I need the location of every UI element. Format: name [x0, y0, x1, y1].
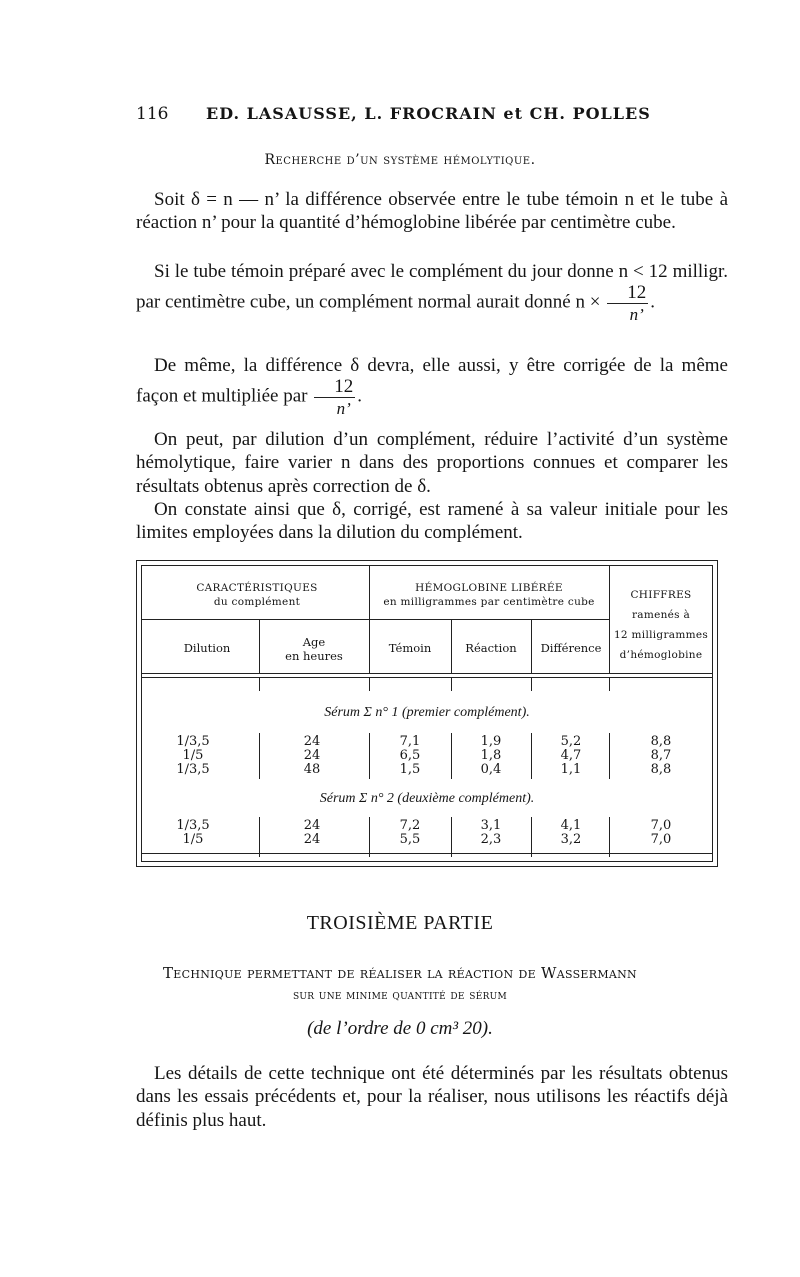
rule-v-age-low [259, 677, 260, 691]
rule-v-hemoglobine [369, 566, 370, 673]
rule-v-difference-low [531, 677, 532, 691]
column-age-line2: en heures [285, 649, 343, 663]
table-cell: 1,8 [480, 748, 502, 763]
header-caracteristiques-line2: du complément [213, 596, 301, 608]
fraction-12-over-n-2 [314, 377, 355, 417]
table-cell: 1/5 [182, 832, 204, 847]
section-title: Recherche d’un système hémolytique. [264, 152, 536, 168]
header-hemoglobine-line1: HÉMOGLOBINE LIBÉRÉE [415, 582, 563, 594]
paragraph-delta: De même, la différence δ devra, elle aussi, y être corrigée de la même façon et multipliée par $\frac{12}{n’}$ . [136, 355, 728, 419]
column-dilution: Dilution [183, 641, 231, 655]
column-age [259, 635, 369, 663]
table-cell: 24 [303, 748, 321, 763]
part-subtitle-line3: (de l’ordre de 0 cm³ 20). [307, 1018, 493, 1039]
table-cell: 1/3,5 [176, 734, 210, 749]
table-cell: 7,0 [650, 832, 672, 847]
table-cell: 5,2 [560, 734, 582, 749]
rule-header-bottom [142, 673, 712, 674]
fraction-denominator: n’ [336, 399, 351, 419]
header-hemoglobine-line2: en milligrammes par centimètre cube [383, 596, 595, 608]
table-cell: 3,2 [560, 832, 582, 847]
header-caracteristiques-line1: CARACTÉRISTIQUES [196, 582, 318, 594]
paragraph-correction-text: Si le tube témoin préparé avec le complément du jour donne n < 12 milligr. par centimètre cube, un complément normal aurait donné n × [136, 261, 728, 313]
header-chiffres-line3: 12 milligrammes [613, 629, 709, 641]
header-chiffres-line2: ramenés à [631, 609, 691, 621]
rule-v-difference [531, 619, 532, 673]
table-cell: 1/3,5 [176, 762, 210, 777]
table-cell: 48 [303, 762, 321, 777]
rule-v-chiffres-low [609, 677, 610, 691]
table-cell: 8,7 [650, 748, 672, 763]
fraction-numerator: 12 [607, 283, 648, 304]
header-caracteristiques [147, 581, 367, 609]
table-cell: 0,4 [480, 762, 502, 777]
part-subtitle-line1: Technique permettant de réaliser la réaction de Wassermann [162, 964, 637, 982]
table-cell: 8,8 [650, 734, 672, 749]
part-title: TROISIÈME PARTIE [306, 912, 494, 934]
table-cell: 1,9 [480, 734, 502, 749]
rule-v-age [259, 619, 260, 673]
paragraph-technique: Les détails de cette technique ont été déterminés par les résultats obtenus dans les essais précédents et, pour la réaliser, nous utilisons les réactifs déjà définis plus haut. [136, 1063, 728, 1131]
column-temoin: Témoin [388, 641, 432, 655]
table-cell: 4,7 [560, 748, 582, 763]
table-cell: 1/5 [182, 748, 204, 763]
table-cell: 5,5 [399, 832, 421, 847]
paragraph-definition: Soit δ = n — n’ la différence observée entre le tube témoin n et le tube à réaction n’ pour la quantité d’hémoglobine libérée par centimètre cube. [136, 189, 728, 234]
table-cell: 7,2 [399, 818, 421, 833]
rule-v-chiffres [609, 566, 610, 673]
table-cell: 7,0 [650, 818, 672, 833]
running-head: ED. LASAUSSE, L. FROCRAIN et CH. POLLES [206, 104, 651, 123]
paragraph-delta-text: De même, la différence δ devra, elle aussi, y être corrigée de la même façon et multipliée par [136, 355, 728, 407]
paragraph-conclusion: On constate ainsi que δ, corrigé, est ramené à sa valeur initiale pour les limites employées dans la dilution du complément. [136, 499, 728, 544]
column-reaction: Réaction [465, 641, 517, 655]
header-chiffres-line4: d’hémoglobine [619, 649, 703, 661]
rule-v-reaction-low [451, 677, 452, 691]
rule-header-middle [369, 619, 609, 620]
rule-header-bottom-double [142, 677, 712, 678]
paragraph-dilution: On peut, par dilution d’un complément, réduire l’activité d’un système hémolytique, faire varier n dans des proportions connues et comparer les résultats obtenus après correction de δ. [136, 429, 728, 497]
fraction-denominator: n’ [629, 305, 644, 325]
table-cell: 6,5 [399, 748, 421, 763]
header-chiffres-line1: CHIFFRES [630, 589, 692, 601]
table-cell: 7,1 [399, 734, 421, 749]
rule-table-bottom [142, 853, 712, 854]
table-cell: 1/3,5 [176, 818, 210, 833]
table-cell: 2,3 [480, 832, 502, 847]
serum-group-1-title: Sérum Σ n° 1 (premier complément). [324, 705, 530, 720]
paragraph-correction: Si le tube témoin préparé avec le complément du jour donne n < 12 milligr. par centimètre cube, un complément normal aurait donné n × $\frac{12}{n’}$ . [136, 261, 728, 325]
part-subtitle-line2: sur une minime quantité de sérum [292, 988, 508, 1003]
page-number: 116 [136, 104, 169, 124]
serum-group-2-title: Sérum Σ n° 2 (deuxième complément). [319, 791, 535, 806]
rule-v-hemo-low [369, 677, 370, 691]
header-chiffres [609, 585, 713, 665]
rule-v-age-g2 [259, 817, 260, 857]
column-difference: Différence [540, 641, 602, 655]
results-table [136, 560, 718, 867]
table-cell: 24 [303, 734, 321, 749]
header-hemoglobine [369, 581, 609, 609]
column-age-line1: Age [302, 635, 326, 649]
rule-v-age-g1 [259, 733, 260, 779]
table-cell: 3,1 [480, 818, 502, 833]
table-cell: 24 [303, 832, 321, 847]
table-cell: 8,8 [650, 762, 672, 777]
rule-v-reaction [451, 619, 452, 673]
fraction-12-over-n [607, 283, 648, 323]
table-cell: 4,1 [560, 818, 582, 833]
table-cell: 1,1 [560, 762, 582, 777]
table-cell: 1,5 [399, 762, 421, 777]
page-header [136, 104, 726, 128]
table-cell: 24 [303, 818, 321, 833]
rule-header-left [142, 619, 370, 620]
fraction-numerator: 12 [314, 377, 355, 398]
